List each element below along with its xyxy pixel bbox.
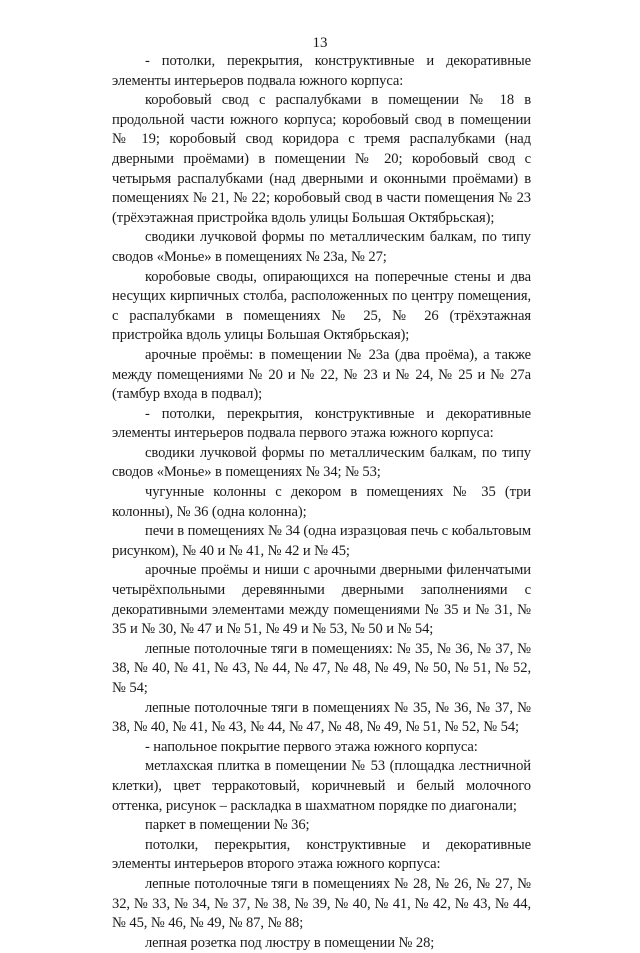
paragraph: лепные потолочные тяги в помещениях № 28, № 26, № 27, № 32, № 33, № 34, № 37, № 38, № 39, № 40, № 41, № 42, № 43, № 44, № 45, № 46, № 49, № 87, № 88; (112, 875, 531, 932)
paragraph: - потолки, перекрытия, конструктивные и декоративные элементы интерьеров подвала первого этажа южного корпуса: (112, 405, 531, 442)
paragraph: лепная розетка под люстру в помещении № 28; (145, 934, 435, 951)
paragraph: паркет в помещении № 36; (145, 817, 310, 834)
document-body (112, 52, 531, 953)
paragraph: чугунные колонны с декором в помещениях № 35 (три колонны), № 36 (одна колонна); (112, 484, 531, 520)
paragraph: потолки, перекрытия, конструктивные и декоративные элементы интерьеров второго этажа южного корпуса: (112, 836, 531, 873)
paragraph: коробовый свод с распалубками в помещении № 18 в продольной части южного корпуса; коробовый свод в помещении № 19; коробовый свод коридора с тремя распалубками (над дверными проёмами) в помещении № 20; коробовый свод с четырьмя распалубками (над дверными и оконными проёмами) в помещениях № 21, № 22; коробовый свод в части помещения № 23 (трёхэтажная пристройка вдоль улицы Большая Октябрьская); (112, 92, 531, 226)
page-number: 13 (312, 35, 328, 51)
paragraph: лепные потолочные тяги в помещениях: № 35, № 36, № 37, № 38, № 40, № 41, № 43, № 44, № 47, № 48, № 49, № 50, № 51, № 52, № 54; (112, 640, 531, 696)
paragraph: лепные потолочные тяги в помещениях № 35, № 36, № 37, № 38, № 40, № 41, № 43, № 44, № 47, № 48, № 49, № 51, № 52, № 54; (112, 699, 531, 736)
paragraph: арочные проёмы и ниши с арочными дверными филенчатыми четырёхпольными деревянными дверными заполнениями с декоративными элементами между помещениями № 35 и № 31, № 35 и № 30, № 47 и № 51, № 49 и № 53, № 50 и № 54; (112, 562, 531, 638)
paragraph: - напольное покрытие первого этажа южного корпуса: (145, 738, 478, 755)
paragraph: сводики лучковой формы по металлическим балкам, по типу сводов «Монье» в помещениях № 23а, № 27; (112, 229, 531, 265)
paragraph: арочные проёмы: в помещении № 23а (два проёма), а также между помещениями № 20 и № 22, № 23 и № 24, № 25 и № 27а (тамбур входа в подвал); (112, 346, 531, 403)
paragraph: сводики лучковой формы по металлическим балкам, по типу сводов «Монье» в помещениях № 34; № 53; (112, 444, 531, 481)
paragraph: печи в помещениях № 34 (одна изразцовая печь с кобальтовым рисунком), № 40 и № 41, № 42 и № 45; (112, 523, 531, 559)
paragraph: коробовые своды, опирающихся на поперечные стены и два несущих кирпичных столба, расположенных по центру помещения, с распалубками в помещениях № 25, № 26 (трёхэтажная пристройка вдоль улицы Большая Октябрьская); (112, 268, 531, 344)
paragraph: - потолки, перекрытия, конструктивные и декоративные элементы интерьеров подвала южного корпуса: (112, 53, 531, 89)
paragraph: метлахская плитка в помещении № 53 (площадка лестничной клетки), цвет терракотовый, коричневый и белый молочного оттенка, рисунок – раскладка в шахматном порядке по диагонали; (112, 758, 531, 814)
